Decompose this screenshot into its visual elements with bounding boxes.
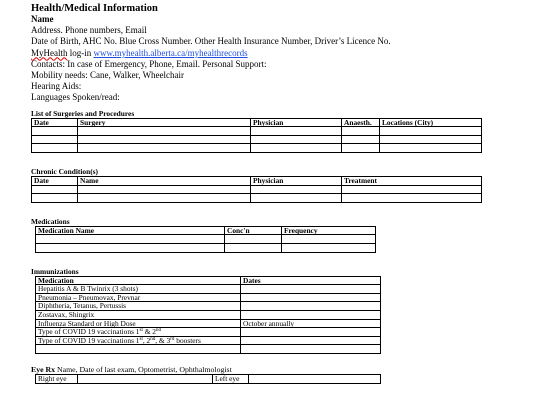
- table-row[interactable]: [36, 345, 381, 354]
- medications-table: [35, 226, 376, 253]
- table-header-row: [32, 118, 482, 127]
- languages-line: Languages Spoken/read:: [31, 92, 120, 103]
- header-name: Name: [78, 177, 251, 186]
- header-dates: Dates: [241, 276, 381, 285]
- cell-influenza: Influenza Standard or High Dose: [36, 319, 241, 328]
- table-row[interactable]: [36, 310, 381, 319]
- cell-covid-boosters: Type of COVID 19 vaccinations 1st, 2nd, & 3rd boosters: [36, 336, 241, 345]
- right-eye-label: Right eye: [36, 374, 78, 383]
- table-row[interactable]: [32, 144, 482, 153]
- cell-hepatitis: Hepatitis A & B Twinrix (3 shots): [36, 285, 241, 294]
- eye-rx-line: [31, 365, 531, 374]
- table-row[interactable]: [36, 328, 381, 337]
- left-eye-label: Left eye: [213, 374, 249, 383]
- contacts-line: Contacts: In case of Emergency, Phone, Email. Personal Support:: [31, 58, 267, 69]
- header-medication-name: Medication Name: [36, 226, 225, 235]
- eye-rx-title: Eye Rx: [31, 364, 56, 374]
- hearing-line: Hearing Aids:: [31, 81, 82, 92]
- table-header-row: [36, 226, 376, 235]
- myhealth-line: [31, 48, 531, 59]
- eye-rx-desc: Name, Date of last exam, Optometrist, Ophthalmologist: [55, 364, 232, 374]
- immunizations-table: [35, 276, 381, 354]
- name-line: Name: [31, 14, 54, 24]
- immunizations-title: Immunizations: [31, 266, 79, 276]
- dob-line: Date of Birth, AHC No. Blue Cross Number. Other Health Insurance Number, Driver’s Licence No.: [31, 36, 391, 47]
- health-medical-form: [31, 3, 531, 384]
- table-row[interactable]: [36, 302, 381, 311]
- cell-diphtheria: Diphtheria, Tetanus, Pertussis: [36, 302, 241, 311]
- table-header-row: [32, 177, 482, 186]
- table-row[interactable]: [36, 285, 381, 294]
- mobility-line: Mobility needs: Cane, Walker, Wheelchair: [31, 70, 185, 81]
- medications-title: Medications: [31, 216, 70, 226]
- chronic-title: Chronic Condition(s): [31, 167, 99, 176]
- cell-pneumonia: Pneumonia – Pneumovax, Prevnar: [36, 293, 241, 302]
- left-eye-value[interactable]: [249, 374, 381, 383]
- table-row[interactable]: [36, 319, 381, 328]
- header-conc: Conc'n: [225, 226, 282, 235]
- header-date: Date: [32, 118, 78, 127]
- cell-zostavax: Zostavax, Shingrix: [36, 310, 241, 319]
- myhealth-label: MyHealth: [31, 47, 68, 58]
- table-header-row: [36, 276, 381, 285]
- myhealth-mid: log-in: [67, 47, 94, 58]
- right-eye-value[interactable]: [78, 374, 213, 383]
- table-row[interactable]: [32, 127, 482, 136]
- table-row[interactable]: [36, 293, 381, 302]
- cell-influenza-date: October annually: [241, 319, 381, 328]
- table-row[interactable]: [32, 194, 482, 203]
- cell-covid-primary: Type of COVID 19 vaccinations 1st & 2nd: [36, 328, 241, 337]
- chronic-table: [31, 176, 482, 203]
- table-row[interactable]: [36, 336, 381, 345]
- table-row[interactable]: [36, 374, 381, 383]
- header-surgery: Surgery: [78, 118, 251, 127]
- header-medication: Medication: [36, 276, 241, 285]
- header-anaesth: Anaesth.: [342, 118, 380, 127]
- header-physician: Physician: [251, 118, 342, 127]
- header-date: Date: [32, 177, 78, 186]
- table-row[interactable]: [36, 243, 376, 252]
- surgeries-title: List of Surgeries and Procedures: [31, 108, 135, 118]
- table-row[interactable]: [32, 135, 482, 144]
- myhealth-link[interactable]: www.myhealth.alberta.ca/myhealthrecords: [93, 47, 248, 58]
- header-frequency: Frequency: [282, 226, 376, 235]
- surgeries-table: [31, 118, 482, 153]
- header-physician: Physician: [251, 177, 342, 186]
- table-row[interactable]: [36, 235, 376, 244]
- header-treatment: Treatment: [342, 177, 482, 186]
- page-title: Health/Medical Information: [31, 3, 158, 14]
- address-line: Address. Phone numbers, Email: [31, 25, 147, 36]
- eye-table: [35, 374, 381, 384]
- table-row[interactable]: [32, 185, 482, 194]
- header-locations: Locations (City): [380, 118, 482, 127]
